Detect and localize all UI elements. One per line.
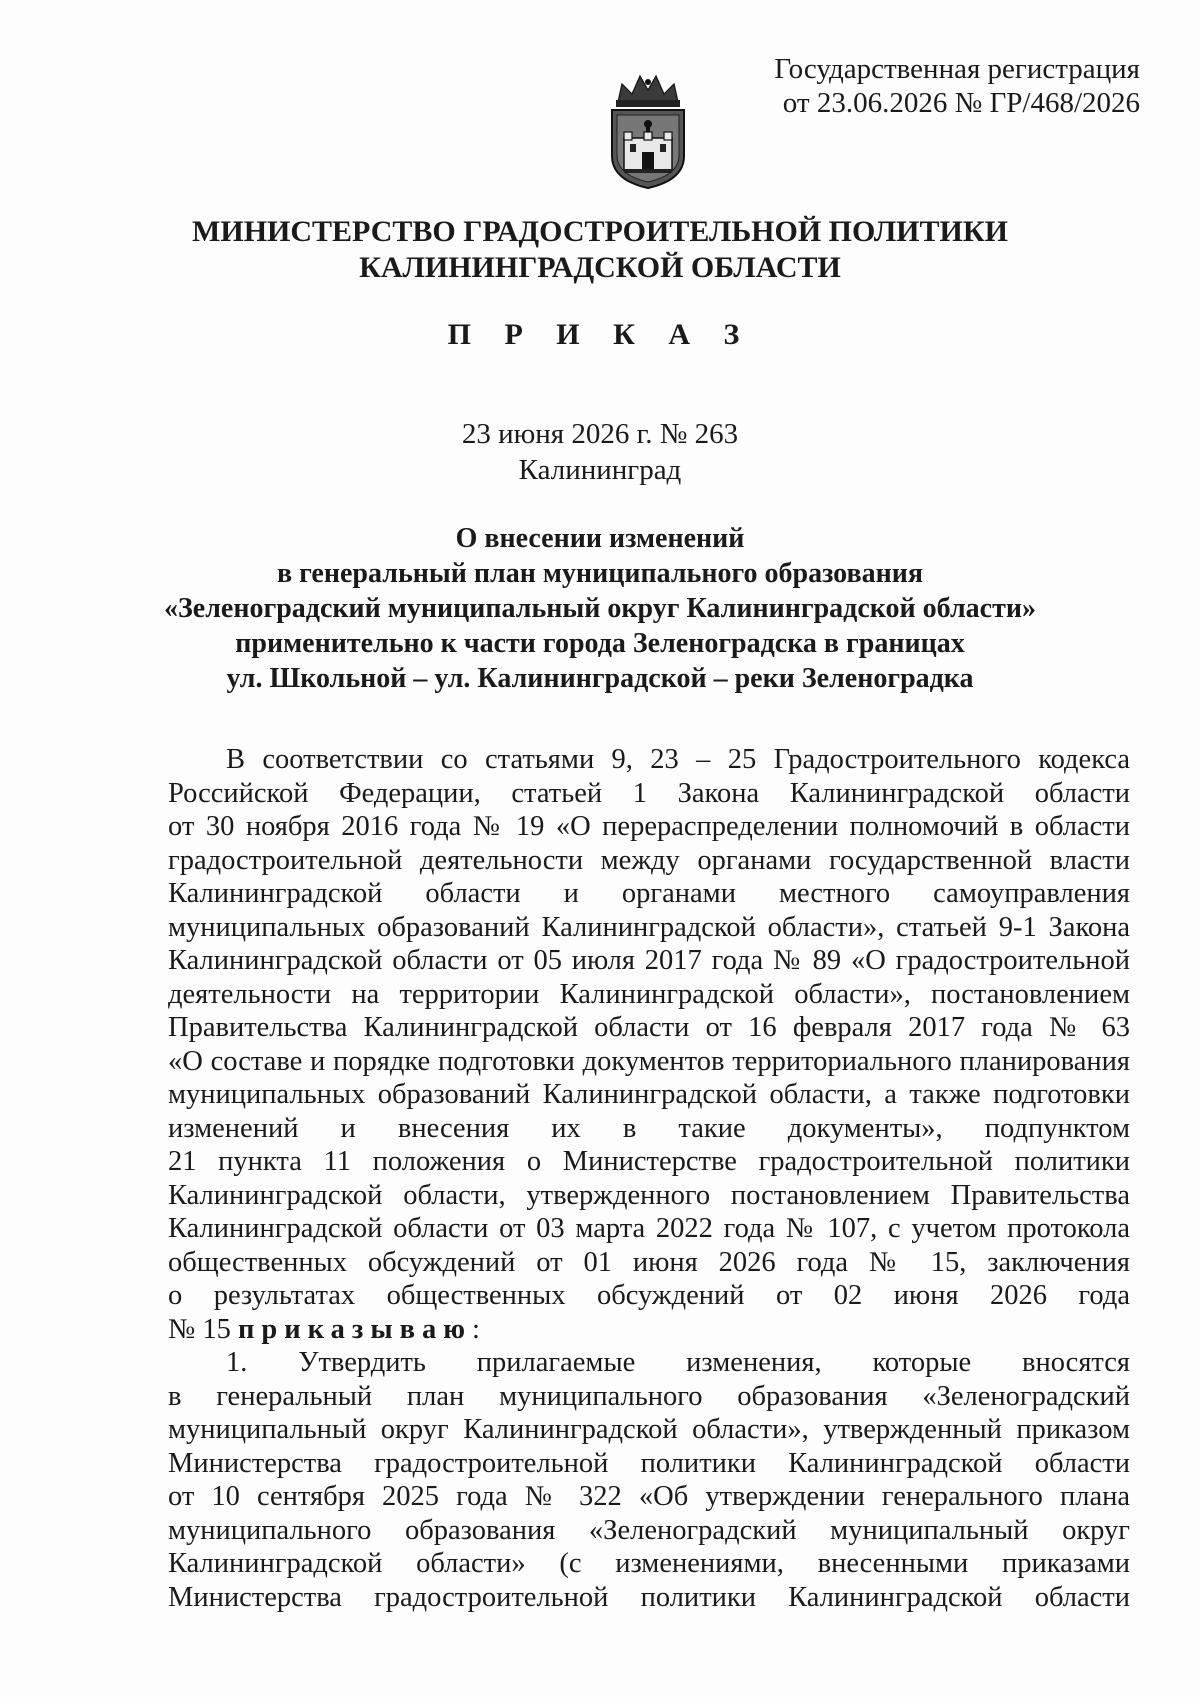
document-type-title: П Р И К А З xyxy=(447,318,753,351)
body-line: муниципальных образований Калининградской области», статьей 9-1 Закона xyxy=(168,911,1130,943)
body-line: Российской Федерации, статьей 1 Закона Калининградской области xyxy=(168,777,1130,809)
body-line: Калининградской области и органами местного самоуправления xyxy=(168,878,1130,909)
body-line: 21 пункта 11 положения о Министерстве градостроительной политики xyxy=(168,1146,1130,1177)
subject-line: ул. Школьной – ул. Калининградской – реки Зеленоградка xyxy=(226,663,974,694)
order-body xyxy=(168,743,1130,1614)
item-line: от 10 сентября 2025 года № 322 «Об утверждении генерального плана xyxy=(168,1481,1130,1512)
item-line: в генеральный план муниципального образования «Зеленоградский xyxy=(168,1380,1130,1412)
body-line: о результатах общественных обсуждений от 02 июня 2026 года xyxy=(168,1280,1130,1311)
body-line: градостроительной деятельности между органами государственной власти xyxy=(168,844,1130,876)
body-line: Калининградской области от 03 марта 2022 года № 107, с учетом протокола xyxy=(168,1213,1130,1244)
subject-line: «Зеленоградский муниципальный округ Калининградской области» xyxy=(164,593,1036,624)
registration-stamp xyxy=(700,52,1140,120)
item-line: муниципального образования «Зеленоградский муниципальный округ xyxy=(168,1514,1130,1546)
item-line: муниципальный округ Калининградской области», утвержденный приказом xyxy=(168,1414,1130,1445)
body-line: деятельности на территории Калининградской области», постановлением xyxy=(168,978,1130,1010)
order-directive-suffix: : xyxy=(472,1313,480,1345)
order-details xyxy=(100,416,1100,488)
body-line: Калининградской области от 05 июля 2017 года № 89 «О градостроительной xyxy=(168,945,1130,976)
subject-line: применительно к части города Зеленоградска в границах xyxy=(235,628,965,659)
body-line: муниципальных образований Калининградской области, а также подготовки xyxy=(168,1079,1130,1110)
ministry-line-2: КАЛИНИНГРАДСКОЙ ОБЛАСТИ xyxy=(359,251,841,284)
order-subject xyxy=(100,521,1100,696)
registration-number: от 23.06.2026 № ГР/468/2026 xyxy=(782,87,1140,119)
ministry-name xyxy=(100,214,1100,286)
item-line: Министерства градостроительной политики Калининградской области xyxy=(168,1447,1130,1479)
order-directive-prefix: № 15 xyxy=(168,1313,238,1345)
item-line: Министерства градостроительной политики Калининградской области xyxy=(168,1581,1130,1613)
subject-line: в генеральный план муниципального образования xyxy=(276,558,924,589)
order-directive-word: приказываю xyxy=(237,1313,473,1345)
body-line: изменений и внесения их в такие документы», подпунктом xyxy=(168,1112,1130,1144)
subject-line: О внесении изменений xyxy=(455,523,745,554)
body-line: В соответствии со статьями 9, 23 – 25 Градостроительного кодекса xyxy=(226,744,1130,775)
body-line: общественных обсуждений от 01 июня 2026 года № 15, заключения xyxy=(168,1246,1130,1278)
order-date-number: 23 июня 2026 г. № 263 xyxy=(461,418,739,450)
body-line: Калининградской области, утвержденного постановлением Правительства xyxy=(168,1179,1130,1211)
item-line: 1. Утвердить прилагаемые изменения, которые вносятся xyxy=(226,1347,1130,1378)
order-city: Калининград xyxy=(518,454,682,486)
item-line: Калининградской области» (с изменениями, внесенными приказами xyxy=(168,1548,1130,1579)
body-line: Правительства Калининградской области от 16 февраля 2017 года № 63 xyxy=(168,1012,1130,1043)
body-line: от 30 ноября 2016 года № 19 «О перераспределении полномочий в области xyxy=(168,811,1130,842)
coat-of-arms-icon xyxy=(604,72,692,190)
order-directive-line xyxy=(168,1313,1130,1347)
body-line: «О составе и порядке подготовки документов территориального планирования xyxy=(168,1045,1130,1077)
ministry-line-1: МИНИСТЕРСТВО ГРАДОСТРОИТЕЛЬНОЙ ПОЛИТИКИ xyxy=(192,215,1008,248)
registration-label: Государственная регистрация xyxy=(774,53,1140,85)
